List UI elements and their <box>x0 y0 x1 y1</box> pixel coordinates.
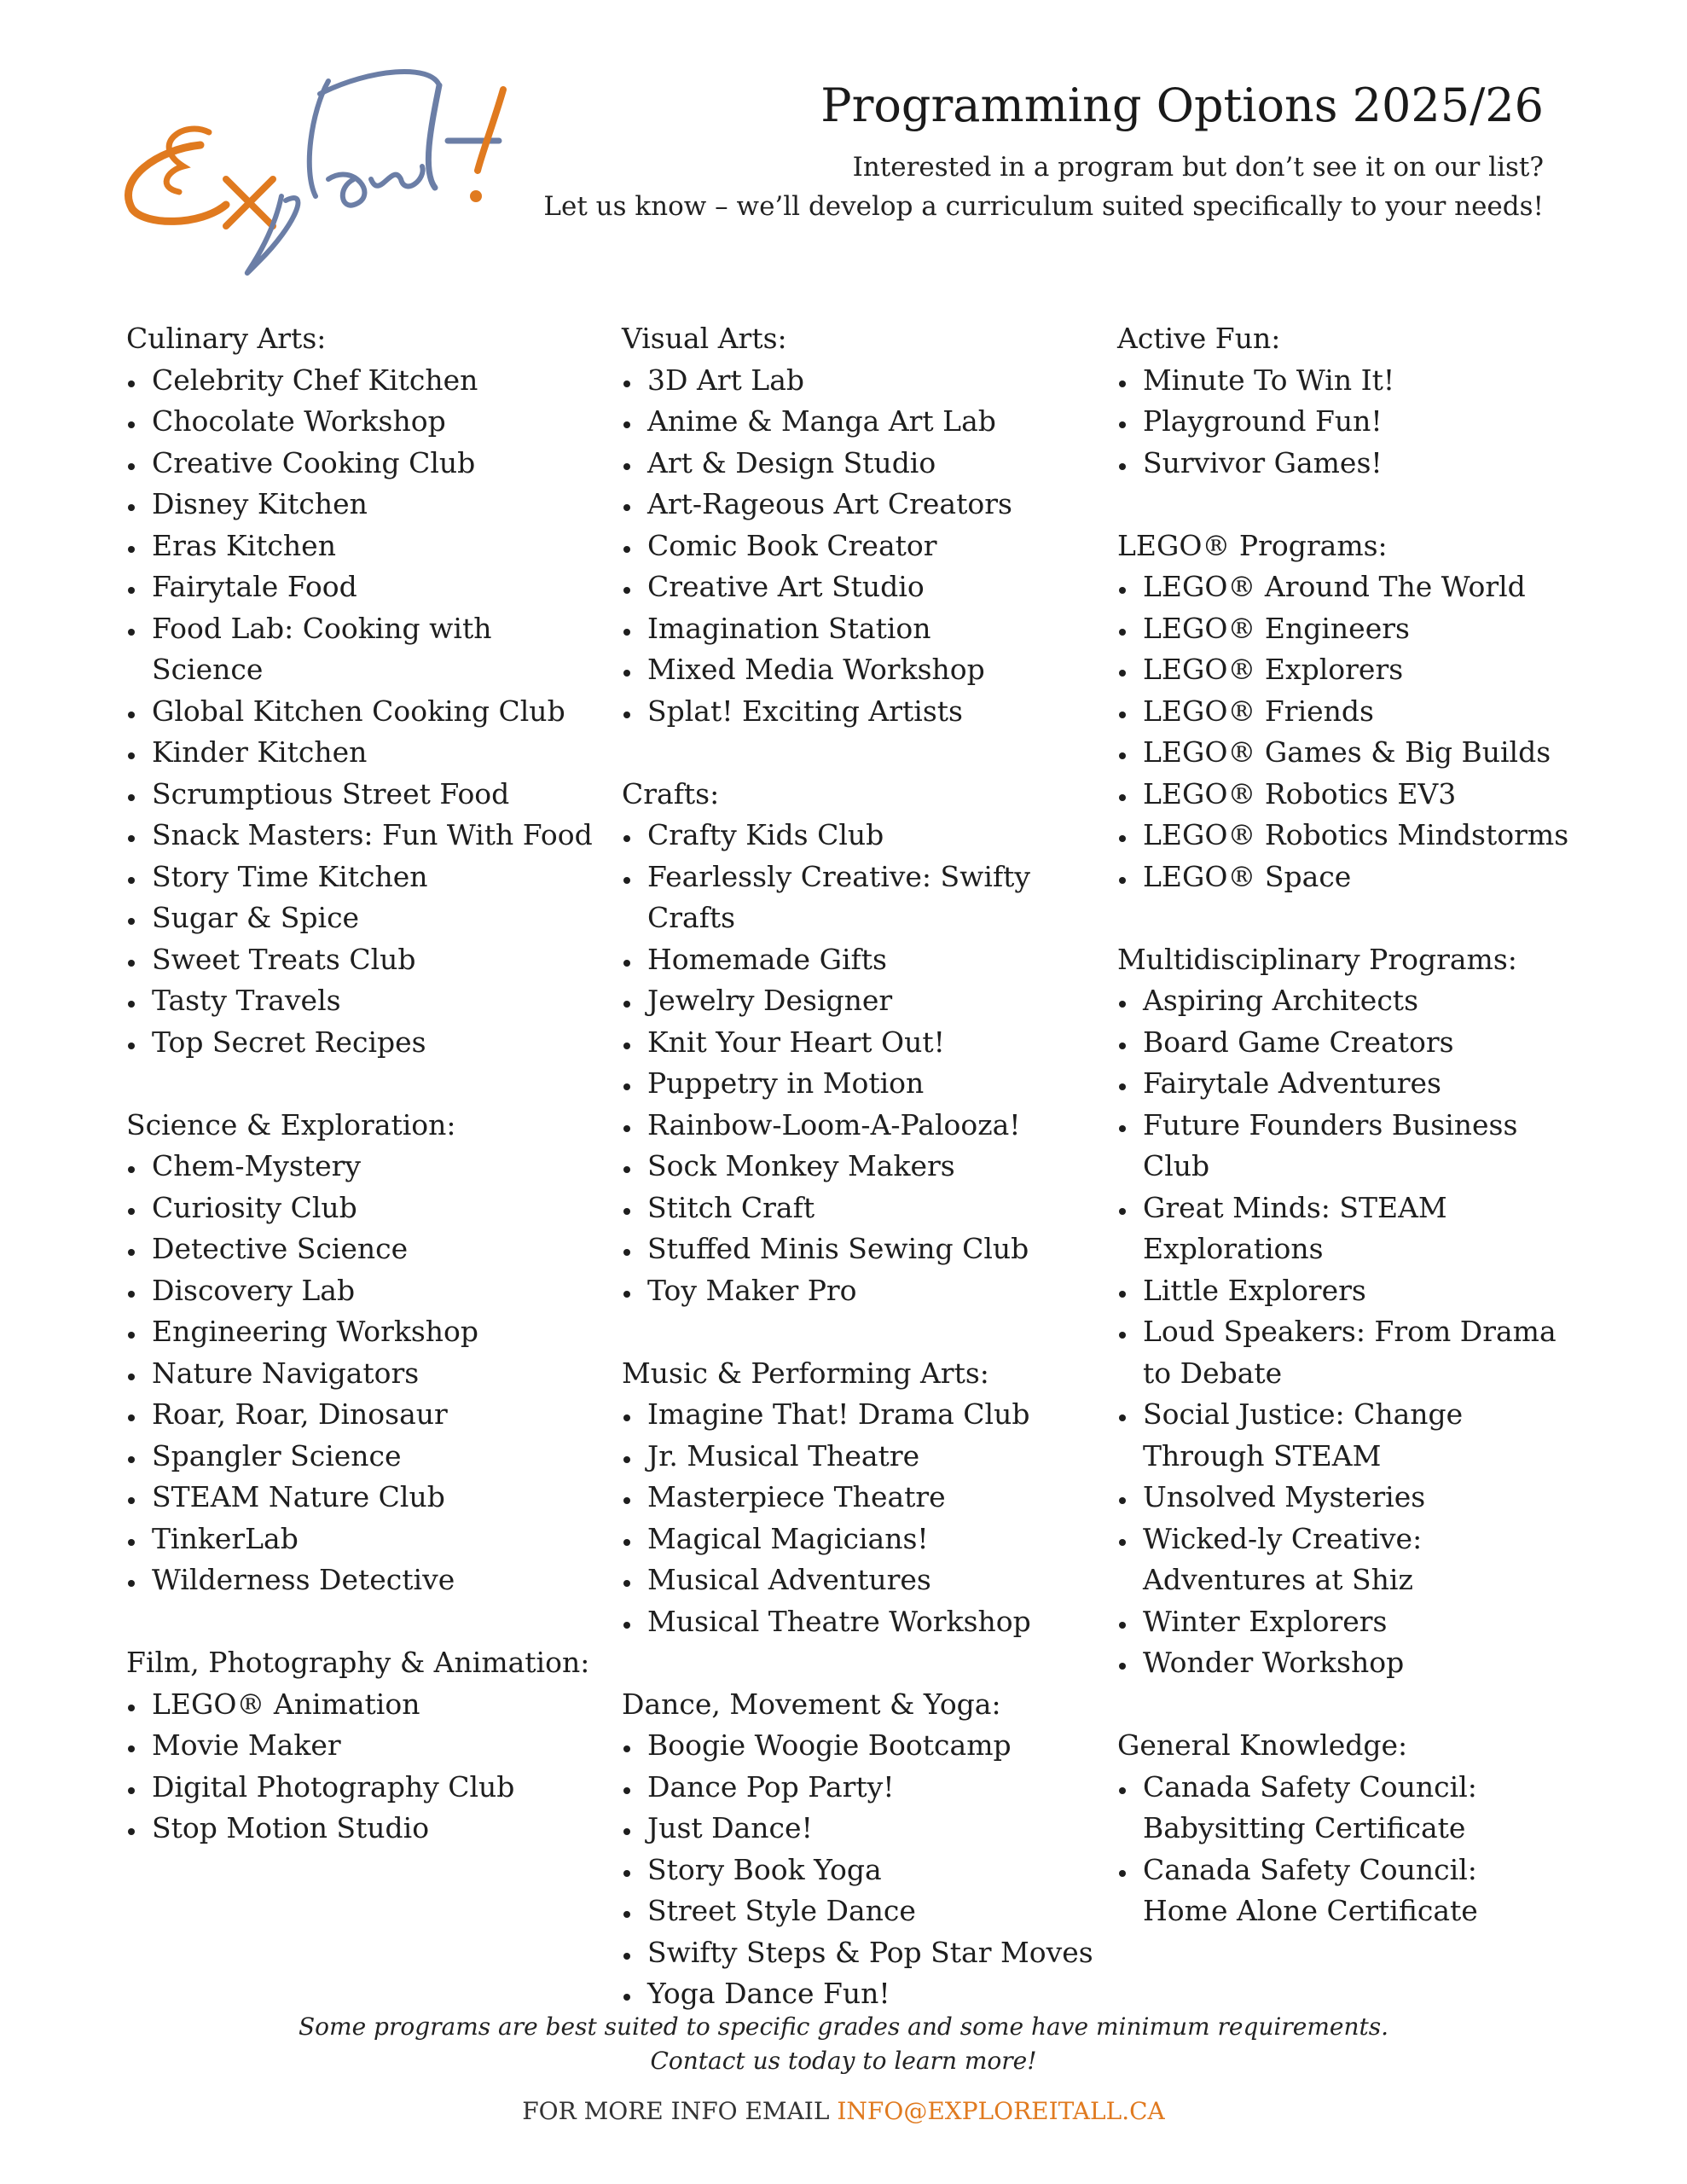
program-item: Fairytale Food <box>126 566 604 608</box>
program-item: Mixed Media Workshop <box>622 649 1108 691</box>
program-item: Snack Masters: Fun With Food <box>126 815 604 857</box>
email-link[interactable]: INFO@EXPLOREITALL.CA <box>837 2097 1165 2125</box>
program-section <box>1117 526 1569 898</box>
program-section <box>622 774 1108 1312</box>
program-item: Canada Safety Council: Home Alone Certificate <box>1117 1850 1569 1932</box>
program-list <box>126 360 604 1064</box>
program-item: Fairytale Adventures <box>1117 1063 1569 1105</box>
program-item: TinkerLab <box>126 1519 604 1560</box>
program-item: Survivor Games! <box>1117 443 1569 485</box>
program-item: LEGO® Space <box>1117 857 1569 898</box>
program-item: Disney Kitchen <box>126 484 604 526</box>
program-item: Imagine That! Drama Club <box>622 1394 1108 1436</box>
program-item: Street Style Dance <box>622 1891 1108 1932</box>
program-item: LEGO® Explorers <box>1117 649 1569 691</box>
program-list <box>622 1725 1108 2015</box>
program-item: Wonder Workshop <box>1117 1642 1569 1684</box>
program-item: Wilderness Detective <box>126 1560 604 1601</box>
program-item: Jr. Musical Theatre <box>622 1436 1108 1478</box>
program-item: Movie Maker <box>126 1725 604 1767</box>
program-list <box>1117 980 1569 1684</box>
program-item: Loud Speakers: From Drama to Debate <box>1117 1311 1569 1394</box>
program-item: Future Founders Business Club <box>1117 1105 1569 1188</box>
program-item: Art-Rageous Art Creators <box>622 484 1108 526</box>
program-item: Story Book Yoga <box>622 1850 1108 1891</box>
section-title: Dance, Movement & Yoga: <box>622 1687 1001 1721</box>
program-item: Sweet Treats Club <box>126 939 604 981</box>
program-item: Jewelry Designer <box>622 980 1108 1022</box>
program-item: Swifty Steps & Pop Star Moves <box>622 1932 1108 1974</box>
program-item: Stuffed Minis Sewing Club <box>622 1228 1108 1270</box>
program-item: Knit Your Heart Out! <box>622 1022 1108 1064</box>
program-item: Chocolate Workshop <box>126 401 604 443</box>
program-list <box>1117 566 1569 897</box>
program-list <box>622 815 1108 1311</box>
program-item: Comic Book Creator <box>622 526 1108 567</box>
program-item: LEGO® Animation <box>126 1684 604 1726</box>
program-section <box>126 318 604 1063</box>
contact-label: FOR MORE INFO EMAIL <box>522 2097 830 2125</box>
program-item: Sugar & Spice <box>126 897 604 939</box>
program-section <box>622 318 1108 732</box>
program-item: Eras Kitchen <box>126 526 604 567</box>
program-item: Just Dance! <box>622 1808 1108 1850</box>
page-header <box>543 78 1544 226</box>
program-section <box>126 1105 604 1601</box>
program-item: Toy Maker Pro <box>622 1270 1108 1312</box>
program-list <box>622 1394 1108 1642</box>
program-item: LEGO® Robotics Mindstorms <box>1117 815 1569 857</box>
section-title: Culinary Arts: <box>126 322 327 355</box>
section-title: Film, Photography & Animation: <box>126 1646 590 1679</box>
program-item: LEGO® Robotics EV3 <box>1117 774 1569 816</box>
program-item: Chem-Mystery <box>126 1146 604 1188</box>
program-item: Fearlessly Creative: Swifty Crafts <box>622 857 1108 939</box>
program-item: Scrumptious Street Food <box>126 774 604 816</box>
program-item: Digital Photography Club <box>126 1767 604 1809</box>
section-title: Visual Arts: <box>622 322 787 355</box>
program-item: Unsolved Mysteries <box>1117 1477 1569 1519</box>
program-section <box>622 1353 1108 1643</box>
program-item: Stop Motion Studio <box>126 1808 604 1850</box>
program-item: Masterpiece Theatre <box>622 1477 1108 1519</box>
program-item: Detective Science <box>126 1228 604 1270</box>
program-item: 3D Art Lab <box>622 360 1108 402</box>
program-item: Curiosity Club <box>126 1188 604 1229</box>
program-item: Tasty Travels <box>126 980 604 1022</box>
program-item: Top Secret Recipes <box>126 1022 604 1064</box>
program-item: Musical Theatre Workshop <box>622 1601 1108 1643</box>
program-item: Social Justice: Change Through STEAM <box>1117 1394 1569 1477</box>
subtitle-line-1: Interested in a program but don’t see it on our list? <box>852 151 1544 183</box>
logo-script-graphic <box>98 51 525 290</box>
program-item: Puppetry in Motion <box>622 1063 1108 1105</box>
program-item: Food Lab: Cooking with Science <box>126 608 604 691</box>
program-item: Board Game Creators <box>1117 1022 1569 1064</box>
program-list <box>1117 1767 1569 1932</box>
program-item: Engineering Workshop <box>126 1311 604 1353</box>
program-item: Creative Art Studio <box>622 566 1108 608</box>
page-title: Programming Options 2025/26 <box>820 78 1544 132</box>
footer-note-line-1: Some programs are best suited to specific grades and some have minimum requirements. <box>299 2013 1388 2041</box>
section-title: Multidisciplinary Programs: <box>1117 942 1517 976</box>
program-item: Kinder Kitchen <box>126 732 604 774</box>
program-item: LEGO® Games & Big Builds <box>1117 732 1569 774</box>
program-item: Sock Monkey Makers <box>622 1146 1108 1188</box>
footer-note-line-2: Contact us today to learn more! <box>650 2047 1037 2075</box>
section-title: Science & Exploration: <box>126 1107 456 1141</box>
program-item: Aspiring Architects <box>1117 980 1569 1022</box>
program-section <box>1117 1725 1569 1932</box>
program-item: Musical Adventures <box>622 1560 1108 1601</box>
program-item: Homemade Gifts <box>622 939 1108 981</box>
program-item: Story Time Kitchen <box>126 857 604 898</box>
program-column-3 <box>1117 318 1569 1973</box>
footer-note <box>0 2010 1687 2078</box>
program-list <box>126 1684 604 1850</box>
section-title: Crafts: <box>622 776 720 810</box>
program-section <box>1117 318 1569 484</box>
subtitle-line-2: Let us know – we’ll develop a curriculum suited specifically to your needs! <box>543 190 1544 222</box>
program-section <box>622 1684 1108 2015</box>
program-item: Little Explorers <box>1117 1270 1569 1312</box>
explore-it-logo <box>98 51 525 290</box>
program-item: Anime & Manga Art Lab <box>622 401 1108 443</box>
program-list <box>622 360 1108 733</box>
program-item: Imagination Station <box>622 608 1108 650</box>
program-section <box>1117 939 1569 1684</box>
program-item: Canada Safety Council: Babysitting Certificate <box>1117 1767 1569 1850</box>
program-item: Discovery Lab <box>126 1270 604 1312</box>
footer-contact <box>0 2097 1687 2125</box>
program-item: Boogie Woogie Bootcamp <box>622 1725 1108 1767</box>
program-item: Magical Magicians! <box>622 1519 1108 1560</box>
program-item: Winter Explorers <box>1117 1601 1569 1643</box>
program-item: Crafty Kids Club <box>622 815 1108 857</box>
program-item: Stitch Craft <box>622 1188 1108 1229</box>
program-item: Playground Fun! <box>1117 401 1569 443</box>
program-item: Art & Design Studio <box>622 443 1108 485</box>
program-item: Great Minds: STEAM Explorations <box>1117 1188 1569 1270</box>
program-item: Global Kitchen Cooking Club <box>126 691 604 733</box>
section-title: LEGO® Programs: <box>1117 528 1388 562</box>
program-item: Celebrity Chef Kitchen <box>126 360 604 402</box>
section-title: Active Fun: <box>1117 322 1281 355</box>
program-item: LEGO® Friends <box>1117 691 1569 733</box>
program-item: Yoga Dance Fun! <box>622 1973 1108 2015</box>
program-item: Spangler Science <box>126 1436 604 1478</box>
program-item: Dance Pop Party! <box>622 1767 1108 1809</box>
program-section <box>126 1642 604 1850</box>
program-item: Creative Cooking Club <box>126 443 604 485</box>
program-column-2 <box>622 318 1108 2056</box>
program-list <box>126 1146 604 1601</box>
program-item: Rainbow-Loom-A-Palooza! <box>622 1105 1108 1147</box>
program-list <box>1117 360 1569 485</box>
program-item: Minute To Win It! <box>1117 360 1569 402</box>
program-item: Wicked-ly Creative: Adventures at Shiz <box>1117 1519 1569 1601</box>
section-title: General Knowledge: <box>1117 1728 1408 1762</box>
program-item: Splat! Exciting Artists <box>622 691 1108 733</box>
program-item: STEAM Nature Club <box>126 1477 604 1519</box>
program-item: LEGO® Around The World <box>1117 566 1569 608</box>
program-item: Roar, Roar, Dinosaur <box>126 1394 604 1436</box>
program-item: LEGO® Engineers <box>1117 608 1569 650</box>
program-item: Nature Navigators <box>126 1353 604 1395</box>
program-column-1 <box>126 318 604 1891</box>
section-title: Music & Performing Arts: <box>622 1356 989 1390</box>
